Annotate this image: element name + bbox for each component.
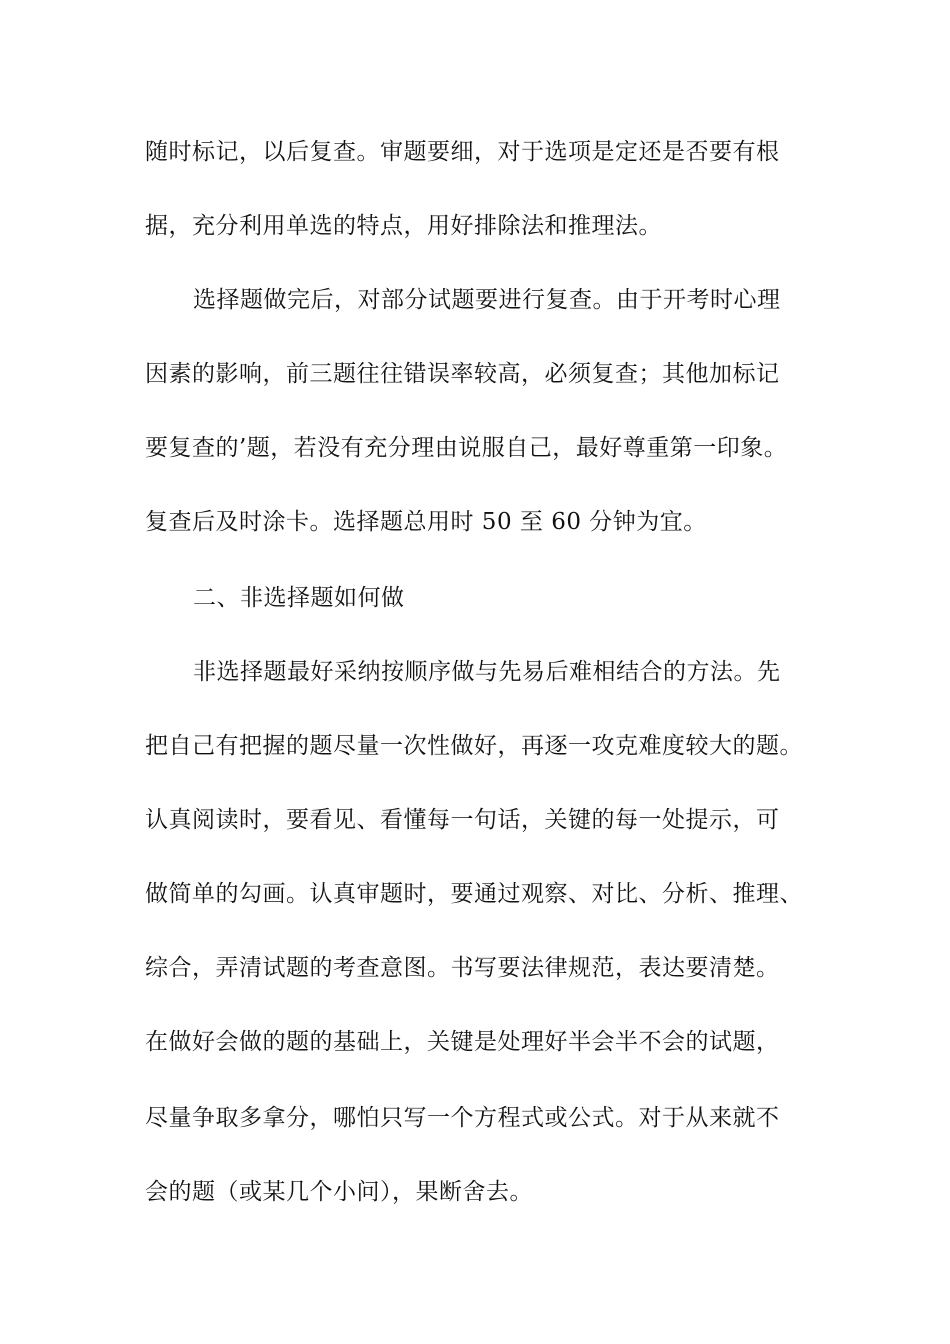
- paragraph-line: 综合，弄清试题的考查意图。书写要法律规范，表达要清楚。: [145, 955, 780, 981]
- paragraph-line: 因素的影响，前三题往往错误率较高，必须复查；其他加标记: [145, 361, 780, 387]
- paragraph-line: 尽量争取多拿分，哪怕只写一个方程式或公式。对于从来就不: [145, 1105, 780, 1131]
- paragraph-line: 非选择题最好采纳按顺序做与先易后难相结合的方法。先: [193, 659, 781, 685]
- paragraph-line: 做简单的勾画。认真审题时，要通过观察、对比、分析、推理、: [145, 881, 803, 907]
- paragraph-line: 要复查的’题，若没有充分理由说服自己，最好尊重第一印象。: [145, 435, 788, 461]
- paragraph-line: 复查后及时涂卡。选择题总用时 50 至 60 分钟为宜。: [145, 509, 707, 535]
- paragraph-line: 据，充分利用单选的特点，用好排除法和推理法。: [145, 213, 662, 239]
- paragraph-line: 随时标记，以后复查。审题要细，对于选项是定还是否要有根: [145, 139, 780, 165]
- section-heading: 二、非选择题如何做: [193, 585, 405, 611]
- paragraph-line: 选择题做完后，对部分试题要进行复查。由于开考时心理: [193, 287, 781, 313]
- paragraph-line: 会的题（或某几个小问），果断舍去。: [145, 1179, 533, 1205]
- paragraph-line: 把自己有把握的题尽量一次性做好，再逐一攻克难度较大的题。: [145, 733, 803, 759]
- paragraph-line: 在做好会做的题的基础上，关键是处理好半会半不会的试题，: [145, 1029, 780, 1055]
- paragraph-line: 认真阅读时，要看见、看懂每一句话，关键的每一处提示，可: [145, 807, 780, 833]
